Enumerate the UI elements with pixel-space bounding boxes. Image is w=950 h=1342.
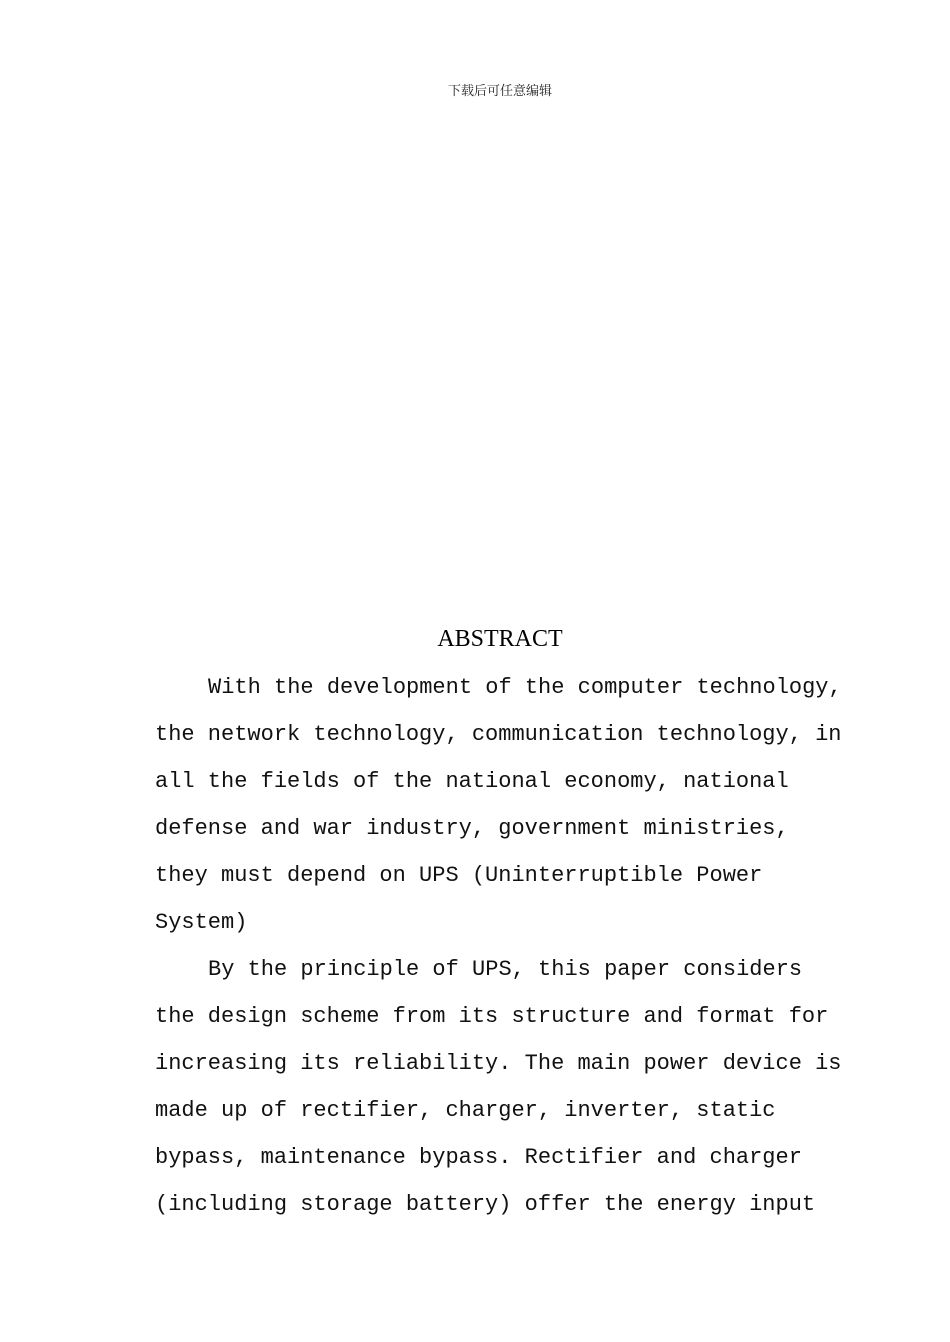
abstract-paragraph-2 (155, 946, 855, 1228)
text-line: (including storage battery) offer the energy input (155, 1192, 816, 1217)
text-line: System) (155, 910, 248, 935)
page-header: 下载后可任意编辑 (447, 84, 552, 99)
text-line: With the development of the computer technology, (208, 675, 842, 700)
text-line: increasing its reliability. The main power device is (155, 1051, 842, 1076)
text-line: all the fields of the national economy, national (155, 769, 789, 794)
text-line: the design scheme from its structure and format for (155, 1004, 829, 1029)
text-line: bypass, maintenance bypass. Rectifier and charger (155, 1145, 802, 1170)
text-line: defense and war industry, government ministries, (155, 816, 789, 841)
abstract-body (155, 664, 855, 1228)
abstract-heading: ABSTRACT (437, 626, 563, 652)
text-line: made up of rectifier, charger, inverter, static (155, 1098, 776, 1123)
text-line: they must depend on UPS (Uninterruptible Power (155, 863, 763, 888)
abstract-paragraph-1 (155, 664, 855, 946)
text-line: By the principle of UPS, this paper considers (208, 957, 803, 982)
text-line: the network technology, communication technology, in (155, 722, 842, 747)
